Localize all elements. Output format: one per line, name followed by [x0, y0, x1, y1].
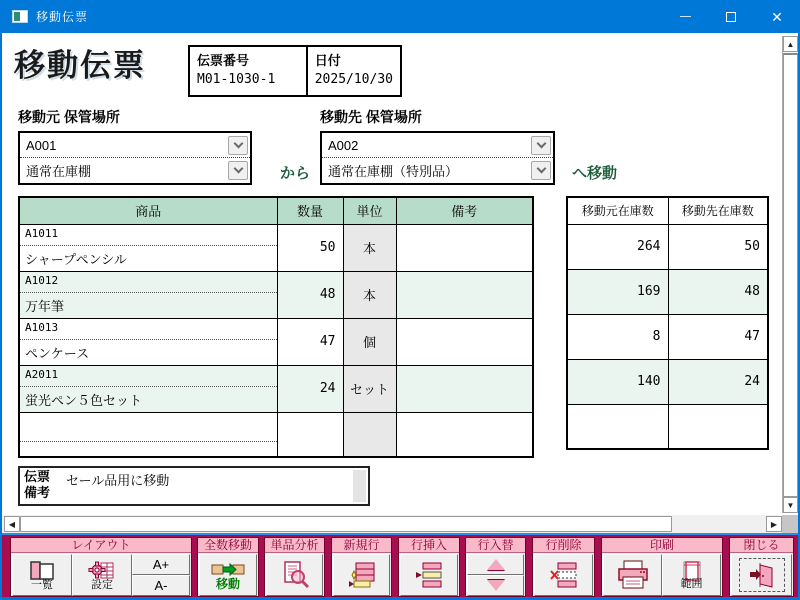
stock-row: [567, 359, 768, 404]
window-title: 移動伝票: [36, 10, 89, 24]
unit-column-header: 単位: [343, 197, 396, 224]
product-cell[interactable]: A1013 ペンケース: [19, 318, 277, 365]
layout-group-label: レイアウト: [11, 538, 191, 553]
destination-name-field[interactable]: [322, 158, 553, 183]
scroll-left-button[interactable]: [4, 516, 20, 532]
destination-stock-cell: 50: [668, 224, 768, 269]
destination-location-label: 移動先 保管場所: [320, 109, 422, 125]
from-word: から: [280, 165, 311, 182]
delete-row-icon: [549, 561, 579, 589]
item-analysis-group-label: 単品分析: [265, 538, 324, 553]
qty-cell[interactable]: 47: [277, 318, 343, 365]
font-larger-button[interactable]: A+: [132, 554, 190, 575]
swap-row-group: [465, 537, 526, 597]
qty-cell[interactable]: [277, 412, 343, 457]
insert-row-icon: [414, 561, 444, 589]
close-button[interactable]: [754, 0, 800, 33]
table-row: [19, 318, 533, 365]
table-row: [19, 224, 533, 271]
swap-row-group-label: 行入替: [466, 538, 525, 553]
window-icon: [12, 10, 28, 23]
new-row-group: [331, 537, 392, 597]
minimize-button[interactable]: [662, 0, 708, 33]
arrow-left-icon: ◀: [8, 519, 16, 529]
arrow-up-icon: ▲: [786, 39, 795, 49]
move-boxes-icon: [211, 561, 245, 578]
memo-scrollbar[interactable]: [353, 470, 366, 502]
source-code-dropdown-button[interactable]: [228, 136, 248, 155]
destination-location-combo: [320, 131, 555, 185]
slip-number-value: M01-1030-1: [197, 72, 276, 87]
settings-button[interactable]: 設定: [72, 554, 132, 596]
qty-column-header: 数量: [277, 197, 343, 224]
source-code-value: A001: [26, 137, 57, 153]
destination-code-value: A002: [328, 137, 359, 153]
chevron-down-icon: [233, 138, 243, 148]
arrow-down-icon: ▼: [786, 500, 795, 510]
note-cell[interactable]: [396, 318, 533, 365]
source-name-value: 通常在庫棚: [26, 164, 92, 179]
stock-row: [567, 314, 768, 359]
close-icon: ✕: [771, 8, 783, 25]
source-name-dropdown-button[interactable]: [228, 161, 248, 180]
stock-table: [566, 196, 769, 450]
delete-row-button[interactable]: [534, 554, 593, 596]
stock-row: [567, 224, 768, 269]
unit-cell: 個: [343, 318, 396, 365]
swap-row-up-button[interactable]: [467, 554, 524, 575]
chevron-down-icon: [233, 164, 243, 174]
date-label: 日付: [314, 53, 341, 68]
insert-row-button[interactable]: [400, 554, 458, 596]
minimize-icon: [680, 16, 691, 17]
insert-row-group: [398, 537, 460, 597]
item-analysis-button[interactable]: [266, 554, 323, 596]
destination-name-value: 通常在庫棚（特別品）: [328, 164, 459, 179]
destination-stock-cell: [668, 404, 768, 449]
product-cell[interactable]: A1012 万年筆: [19, 271, 277, 318]
unit-cell: 本: [343, 271, 396, 318]
items-header-row: [19, 197, 533, 224]
stock-header-row: [567, 197, 768, 224]
stock-row: [567, 269, 768, 314]
font-smaller-button[interactable]: A-: [132, 575, 190, 596]
new-row-group-label: 新規行: [332, 538, 391, 553]
source-stock-cell: 8: [567, 314, 668, 359]
to-word: へ移動: [572, 165, 618, 182]
destination-code-dropdown-button[interactable]: [531, 136, 551, 155]
list-view-button[interactable]: 一覧: [12, 554, 72, 596]
scroll-up-button[interactable]: [783, 36, 798, 52]
slip-memo-label: 伝票 備考: [24, 469, 51, 501]
source-stock-column-header: 移動元在庫数: [567, 197, 668, 224]
print-group: [601, 537, 723, 597]
exit-door-icon: [748, 561, 776, 589]
source-stock-cell: 140: [567, 359, 668, 404]
destination-stock-cell: 47: [668, 314, 768, 359]
note-cell[interactable]: [396, 365, 533, 412]
move-all-group: [197, 537, 259, 597]
table-row: [19, 271, 533, 318]
chevron-down-icon: [536, 138, 546, 148]
print-button[interactable]: [603, 554, 662, 596]
scroll-down-button[interactable]: [783, 497, 798, 513]
note-cell[interactable]: [396, 224, 533, 271]
vertical-scrollbar[interactable]: [782, 36, 799, 513]
unit-cell: 本: [343, 224, 396, 271]
triangle-up-icon: [487, 559, 505, 570]
unit-cell: [343, 412, 396, 457]
analysis-magnifier-icon: [280, 560, 310, 590]
note-cell[interactable]: [396, 412, 533, 457]
maximize-icon: [726, 12, 736, 22]
insert-row-group-label: 行挿入: [399, 538, 459, 553]
titlebar: [0, 0, 800, 33]
arrow-right-icon: ▶: [770, 519, 778, 529]
items-table: [18, 196, 534, 458]
qty-cell[interactable]: 24: [277, 365, 343, 412]
slip-memo-text[interactable]: セール品用に移動: [66, 473, 170, 488]
printer-icon: [616, 560, 650, 590]
delete-row-group: [532, 537, 595, 597]
scrollbar-corner: [782, 515, 798, 533]
triangle-down-icon: [487, 580, 505, 591]
horizontal-scroll-thumb[interactable]: [20, 516, 672, 532]
unit-cell: セット: [343, 365, 396, 412]
qty-cell[interactable]: 48: [277, 271, 343, 318]
date-value: 2025/10/30: [314, 72, 393, 87]
new-row-icon: [347, 561, 377, 589]
print-range-button[interactable]: 範囲: [662, 554, 721, 596]
note-cell[interactable]: [396, 271, 533, 318]
product-cell[interactable]: A1011 シャープペンシル: [19, 224, 277, 271]
slip-memo-box[interactable]: [18, 466, 370, 506]
source-code-field[interactable]: [20, 133, 250, 158]
page-title: 移動伝票: [14, 48, 146, 83]
close-group: [729, 537, 794, 597]
new-row-button[interactable]: [333, 554, 390, 596]
note-column-header: 備考: [396, 197, 533, 224]
vertical-scroll-thumb[interactable]: [783, 53, 798, 497]
delete-row-group-label: 行削除: [533, 538, 594, 553]
close-group-label: 閉じる: [730, 538, 793, 553]
item-analysis-group: [264, 537, 325, 597]
destination-stock-column-header: 移動先在庫数: [668, 197, 768, 224]
source-name-field[interactable]: [20, 158, 250, 183]
source-stock-cell: 169: [567, 269, 668, 314]
stock-row: [567, 404, 768, 449]
destination-stock-cell: 24: [668, 359, 768, 404]
product-cell[interactable]: A2011 蛍光ペン５色セット: [19, 365, 277, 412]
destination-code-field[interactable]: [322, 133, 553, 158]
source-location-label: 移動元 保管場所: [18, 109, 120, 125]
layout-group: [10, 537, 192, 597]
destination-stock-cell: 48: [668, 269, 768, 314]
print-group-label: 印刷: [602, 538, 722, 553]
chevron-down-icon: [536, 164, 546, 174]
swap-row-down-button[interactable]: [467, 575, 524, 596]
qty-cell[interactable]: 50: [277, 224, 343, 271]
source-stock-cell: 264: [567, 224, 668, 269]
table-row: [19, 365, 533, 412]
maximize-button[interactable]: [708, 0, 754, 33]
scroll-right-button[interactable]: [766, 516, 782, 532]
slip-number-label: 伝票番号: [197, 53, 250, 68]
horizontal-scrollbar[interactable]: [2, 515, 798, 533]
product-column-header: 商品: [19, 197, 277, 224]
source-stock-cell: [567, 404, 668, 449]
source-location-combo: [18, 131, 252, 185]
destination-name-dropdown-button[interactable]: [531, 161, 551, 180]
bottom-toolbar: [0, 533, 800, 597]
move-all-group-label: 全数移動: [198, 538, 258, 553]
table-row: [19, 412, 533, 457]
close-form-button[interactable]: [731, 554, 792, 596]
slip-info-box: [188, 45, 402, 97]
product-cell[interactable]: [19, 412, 277, 457]
move-button[interactable]: 移動: [199, 554, 257, 596]
